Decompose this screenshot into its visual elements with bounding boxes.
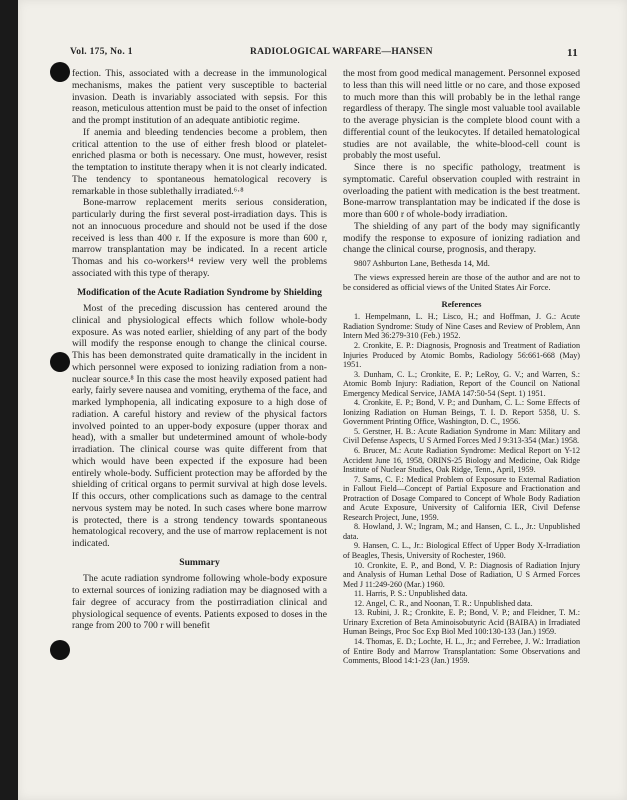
page-number: 11 xyxy=(567,47,578,59)
reference-item: 1. Hempelmann, L. H.; Lisco, H.; and Hoffman, J. G.: Acute Radiation Syndrome: Study of Nine Cases and Review of Problem, Ann Intern Med 36:279-310 (Feb.) 1952. xyxy=(343,312,580,341)
references-heading: References xyxy=(441,298,482,309)
paragraph: The shielding of any part of the body may significantly modify the response to exposure of ionizing radiation and change the clinical course, prognosis, and therapy. xyxy=(343,220,580,256)
paragraph: If anemia and bleeding tendencies become a problem, then critical attention to the use of either fresh blood or platelet-enriched plasma or both is necessary. One must, however, resist the temptation to institute therapy when it is not clearly indicated. The tendency to spontaneous hematological recovery is remarkable in those sublethally irradiated.⁶·⁸ xyxy=(72,126,327,197)
paragraph: The acute radiation syndrome following whole-body exposure to external sources of ionizing radiation may be diagnosed with a fair degree of accuracy from the postirradiation clinical and physiological sequence of events. Patients exposed to doses in the range from 200 to 700 r will benefit xyxy=(72,573,327,632)
right-column xyxy=(343,68,580,666)
disclaimer: The views expressed herein are those of the author and are not to be considered as official views of the United States Air Force. xyxy=(343,273,580,293)
reference-item: 11. Harris, P. S.: Unpublished data. xyxy=(354,589,468,599)
left-column xyxy=(72,68,327,632)
volume-label: Vol. 175, No. 1 xyxy=(70,47,133,57)
binder-hole xyxy=(50,352,70,372)
reference-item: 5. Gerstner, H. B.: Acute Radiation Syndrome in Man: Military and Civil Defense Aspects, U S Armed Forces Med J 9:313-354 (Mar.) 1958. xyxy=(343,426,580,446)
reference-item: 6. Brucer, M.: Acute Radiation Syndrome: Medical Report on Y-12 Accident June 16, 1958, ORINS-25 Biology and Medicine, Oak Ridge Institute of Nuclear Studies, Oak Ridge, Tenn., April, 1959. xyxy=(343,446,580,475)
author-address: 9807 Ashburton Lane, Bethesda 14, Md. xyxy=(354,259,490,268)
paragraph: the most from good medical management. Personnel exposed to less than this will need little or no care, and those exposed to much more than this will probably be in the lethal range regardless of therapy. The single most valuable tool available to the average physician is the complete blood count with a differential count of the leukocytes. If detailed hematological studies are not available, the white-blood-cell count is probably the most useful. xyxy=(343,68,580,162)
reference-item: 14. Thomas, E. D.; Lochte, H. L., Jr.; and Ferrebee, J. W.: Irradiation of Entire Body and Marrow Transplantation: Some Observations and Comments, Blood 14:1-23 (Jan.) 1959. xyxy=(343,636,580,666)
reference-item: 9. Hansen, C. L., Jr.: Biological Effect of Upper Body X-Irradiation of Beagles, Thesis, University of Rochester, 1960. xyxy=(343,541,580,561)
reference-item: 2. Cronkite, E. P.: Diagnosis, Prognosis and Treatment of Radiation Injuries Produced by Atomic Bombs, Radiology 56:661-668 (May) 1951. xyxy=(343,341,580,370)
reference-item: 3. Dunham, C. L.; Cronkite, E. P.; LeRoy, G. V.; and Warren, S.: Atomic Bomb Injury: Radiation, Report of the Council on National Emergency Medical Service, JAMA 147:50-54 (Sept. 1) 1951. xyxy=(343,369,580,398)
binder-hole xyxy=(50,640,70,660)
article-title: RADIOLOGICAL WARFARE—HANSEN xyxy=(250,47,433,57)
paragraph: Most of the preceding discussion has centered around the clinical and physiological effects which follow whole-body exposure. As was noted earlier, shielding of any part of the body will modify the response enough to change the clinical course. This has been demonstrated quite dramatically in the incident in which personnel were exposed to ionizing radiation from a non-nuclear source.⁸ In this case the most heavily exposed patient had early, fairly severe nausea and vomiting, erythema of the face, and marked lymphopenia, all indicating exposure to a high dose of radiation. A careful history and review of the physical factors involved pointed to an upper-body exposure (upper thorax and head), with a smaller but undetermined amount of whole-body irradiation. The clinical course was quite different from that which would have been expected if the exposure had been entirely whole-body. Sufficient protection may be afforded by the shielding of critical organs to permit survival at high dose levels. If this occurs, other complications such as damage to the central nervous system may be noted. In such cases where bone marrow is protected, there is a strong tendency towards spontaneous hematological recovery, and the use of marrow replacement is not indicated. xyxy=(72,303,327,549)
paragraph: Bone-marrow replacement merits serious consideration, particularly during the first several post-irradiation days. This is not an innocuous procedure and should not be used if the dose received is less than 400 r. If the exposure is more than 600 r, marrow transplantation may be indicated. In a recent article Thomas and his co-workers¹⁴ review very well the problems associated with this type of therapy. xyxy=(72,197,327,279)
section-heading-summary: Summary xyxy=(179,556,220,568)
paragraph: fection. This, associated with a decrease in the immunological mechanisms, makes the patient very susceptible to bacterial invasion. Death is invariably associated with sepsis. For this reason, meticulous attention must be paid to the onset of infection and the prompt institution of an adequate antibiotic regime. xyxy=(72,68,327,126)
references-list xyxy=(343,312,580,665)
reference-item: 4. Cronkite, E. P.; Bond, V. P.; and Dunham, C. L.: Some Effects of Ionizing Radiation on Human Beings, T. I. D. Report 5358, U. S. Government Printing Office, Washington, D. C., 1956. xyxy=(343,398,580,427)
reference-item: 7. Sams, C. F.: Medical Problem of Exposure to External Radiation in Fallout Field—Concept of Partial Exposure and Fractionation and Protraction of Dosage Compared to Concept of Whole Body Radiation and Acute Exposure, University of California IER, Civil Defense Research Project, June, 1959. xyxy=(343,474,580,522)
binder-hole xyxy=(50,62,70,82)
reference-item: 12. Angel, C. R., and Noonan, T. R.: Unpublished data. xyxy=(354,598,533,608)
section-heading-shielding: Modification of the Acute Radiation Syndrome by Shielding xyxy=(77,286,322,298)
reference-item: 10. Cronkite, E. P., and Bond, V. P.: Diagnosis of Radiation Injury and Analysis of Human Lethal Dose of Radiation, U S Armed Forces Med J 11:249-260 (Mar.) 1960. xyxy=(343,560,580,589)
paragraph: Since there is no specific pathology, treatment is symptomatic. Careful observation coupled with restraint in overloading the patient with medication is the best treatment. Bone-marrow transplantation may be indicated if the dose is more than 600 r of whole-body irradiation. xyxy=(343,162,580,220)
reference-item: 13. Rubini, J. R.; Cronkite, E. P.; Bond, V. P.; and Fleidner, T. M.: Urinary Excretion of Beta Aminoisobutyric Acid (BAIBA) in Irradiated Human Beings, Proc Soc Exp Biol Med 100:130-133 (Jan.) 1959. xyxy=(343,608,580,637)
reference-item: 8. Howland, J. W.; Ingram, M.; and Hansen, C. L., Jr.: Unpublished data. xyxy=(343,522,580,541)
